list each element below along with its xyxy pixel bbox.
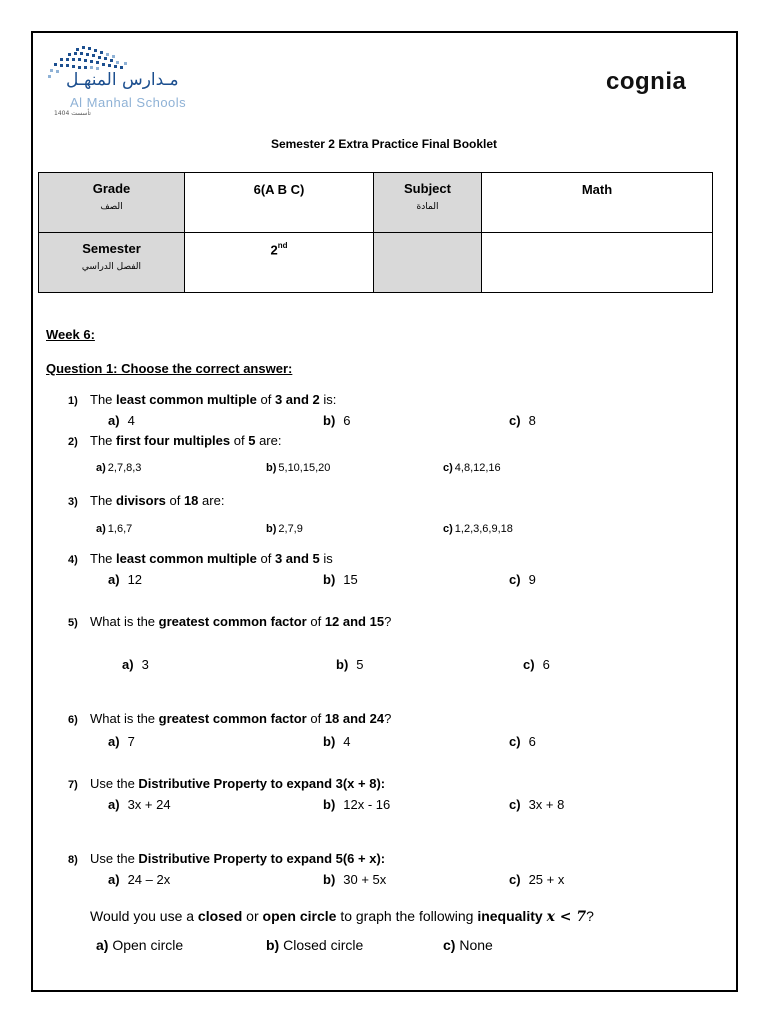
question-number: 8) bbox=[68, 854, 78, 866]
final-option-c[interactable] bbox=[443, 937, 493, 953]
question-bold-term: greatest common factor bbox=[158, 614, 307, 629]
grade-label: Grade bbox=[92, 181, 131, 196]
final-question-bold-2: open circle bbox=[262, 908, 337, 924]
question-number: 1) bbox=[68, 395, 78, 407]
option-text: 25 + x bbox=[528, 872, 565, 887]
question-6 bbox=[68, 711, 391, 726]
option-text: 5 bbox=[356, 657, 364, 672]
question-bold-value: 12 and 15 bbox=[324, 614, 385, 629]
question-text: of bbox=[256, 551, 275, 566]
option-letter: a) bbox=[108, 734, 120, 749]
grade-value: 6(A B C) bbox=[253, 182, 305, 197]
option-text: 3 bbox=[141, 657, 149, 672]
option-letter: a) bbox=[108, 572, 120, 587]
question-text: are: bbox=[198, 493, 225, 508]
option-text: 6 bbox=[343, 413, 351, 428]
question-number: 6) bbox=[68, 714, 78, 726]
question-bold-term: Distributive Property to expand 5(6 + x): bbox=[138, 851, 386, 866]
final-option-text: Open circle bbox=[112, 937, 184, 953]
question-bold-term: divisors bbox=[116, 493, 166, 508]
question-3 bbox=[68, 493, 224, 508]
option-text: 2,7,8,3 bbox=[107, 462, 142, 474]
answer-option-c[interactable] bbox=[523, 657, 550, 672]
question-text: are: bbox=[255, 433, 282, 448]
cognia-logo: cognia bbox=[606, 68, 687, 95]
final-question-post: ? bbox=[586, 908, 594, 924]
semester-value-cell bbox=[185, 233, 374, 293]
final-option-a[interactable] bbox=[96, 937, 183, 953]
question-4 bbox=[68, 551, 333, 566]
logo-established-text: تأسست 1404 bbox=[54, 110, 91, 117]
question-bold-value: 3 and 5 bbox=[274, 551, 320, 566]
subject-label-arabic: المادة bbox=[416, 202, 439, 212]
semester-value: 2 bbox=[270, 242, 278, 258]
subject-label-cell bbox=[374, 173, 482, 233]
grade-label-cell bbox=[39, 173, 185, 233]
answer-option-b[interactable] bbox=[323, 872, 386, 887]
answer-option-c[interactable] bbox=[509, 797, 564, 812]
option-letter: b) bbox=[323, 572, 336, 587]
question-8 bbox=[68, 851, 385, 866]
subject-label: Subject bbox=[404, 181, 451, 196]
question-text: is: bbox=[319, 392, 337, 407]
option-text: 6 bbox=[528, 734, 536, 749]
final-option-b[interactable] bbox=[266, 937, 363, 953]
question-bold-value: 18 and 24 bbox=[324, 711, 385, 726]
question-2 bbox=[68, 433, 281, 448]
option-letter: a) bbox=[108, 413, 120, 428]
answer-option-c[interactable] bbox=[509, 872, 564, 887]
subject-value-cell bbox=[482, 173, 713, 233]
option-text: 5,10,15,20 bbox=[278, 462, 331, 474]
option-text: 3x + 8 bbox=[528, 797, 565, 812]
option-text: 12x - 16 bbox=[343, 797, 391, 812]
option-text: 9 bbox=[528, 572, 536, 587]
grade-label-arabic: الصف bbox=[100, 202, 123, 212]
question-text: What is the bbox=[90, 711, 159, 726]
question-text: Use the bbox=[90, 851, 139, 866]
semester-label-arabic: الفصل الدراسي bbox=[81, 262, 142, 272]
question-bold-value: 5 bbox=[248, 433, 256, 448]
option-letter: a) bbox=[96, 523, 106, 535]
semester-label-cell bbox=[39, 233, 185, 293]
option-text: 1,6,7 bbox=[107, 523, 133, 535]
option-letter: c) bbox=[523, 657, 535, 672]
final-option-text: None bbox=[459, 937, 493, 953]
answer-option-b[interactable] bbox=[323, 572, 358, 587]
answer-option-c[interactable] bbox=[509, 734, 536, 749]
question-text: of bbox=[165, 493, 184, 508]
question-text: is bbox=[319, 551, 333, 566]
info-row-semester bbox=[39, 233, 713, 293]
option-letter: b) bbox=[323, 872, 336, 887]
final-option-letter: a) bbox=[96, 937, 109, 953]
question-heading: Question 1: Choose the correct answer: bbox=[46, 361, 293, 376]
question-5 bbox=[68, 614, 391, 629]
option-text: 4 bbox=[127, 413, 135, 428]
option-letter: a) bbox=[96, 462, 106, 474]
question-text: Use the bbox=[90, 776, 139, 791]
option-text: 24 – 2x bbox=[127, 872, 171, 887]
option-text: 7 bbox=[127, 734, 135, 749]
school-logo bbox=[46, 44, 206, 120]
answer-option-b[interactable] bbox=[266, 523, 303, 535]
booklet-title: Semester 2 Extra Practice Final Booklet bbox=[270, 137, 498, 151]
answer-option-b[interactable] bbox=[323, 797, 390, 812]
final-question bbox=[90, 908, 594, 925]
question-number: 3) bbox=[68, 496, 78, 508]
empty-shaded-cell bbox=[374, 233, 482, 293]
question-1 bbox=[68, 392, 336, 407]
question-7 bbox=[68, 776, 385, 791]
option-letter: c) bbox=[443, 462, 453, 474]
option-text: 2,7,9 bbox=[278, 523, 303, 535]
info-table bbox=[38, 172, 713, 293]
empty-cell bbox=[482, 233, 713, 293]
subject-value: Math bbox=[581, 182, 613, 197]
answer-option-a[interactable] bbox=[108, 413, 135, 428]
question-bold-term: least common multiple bbox=[116, 392, 257, 407]
question-text: What is the bbox=[90, 614, 159, 629]
question-text: of bbox=[230, 433, 249, 448]
option-letter: b) bbox=[266, 462, 277, 474]
answer-option-c[interactable] bbox=[443, 462, 501, 474]
option-letter: c) bbox=[509, 572, 521, 587]
answer-option-a[interactable] bbox=[108, 572, 142, 587]
final-question-bold-3: inequality bbox=[477, 908, 543, 924]
semester-ordinal: nd bbox=[277, 241, 288, 250]
answer-option-c[interactable] bbox=[443, 523, 513, 535]
final-option-letter: b) bbox=[266, 937, 280, 953]
answer-option-a[interactable] bbox=[96, 523, 132, 535]
option-letter: a) bbox=[108, 872, 120, 887]
option-letter: b) bbox=[323, 734, 336, 749]
question-bold-value: 18 bbox=[183, 493, 199, 508]
answer-option-b[interactable] bbox=[323, 734, 351, 749]
answer-option-b[interactable] bbox=[323, 413, 351, 428]
final-question-mid-1: or bbox=[242, 908, 263, 924]
grade-value-cell bbox=[185, 173, 374, 233]
option-text: 3x + 24 bbox=[127, 797, 171, 812]
question-text: of bbox=[306, 711, 325, 726]
option-text: 4,8,12,16 bbox=[454, 462, 501, 474]
option-text: 4 bbox=[343, 734, 351, 749]
logo-arabic-text: مـدارس المنهـل bbox=[66, 70, 179, 90]
question-number: 5) bbox=[68, 617, 78, 629]
option-letter: c) bbox=[509, 734, 521, 749]
final-question-bold-1: closed bbox=[197, 908, 243, 924]
option-letter: a) bbox=[108, 797, 120, 812]
final-question-pre: Would you use a bbox=[90, 908, 198, 924]
semester-label: Semester bbox=[82, 241, 141, 256]
question-number: 2) bbox=[68, 436, 78, 448]
option-text: 30 + 5x bbox=[343, 872, 387, 887]
option-text: 12 bbox=[127, 572, 143, 587]
question-text: The bbox=[90, 493, 117, 508]
logo-english-text: Al Manhal Schools bbox=[70, 95, 187, 110]
question-bold-value: 3 and 2 bbox=[274, 392, 320, 407]
final-option-text: Closed circle bbox=[283, 937, 364, 953]
option-letter: a) bbox=[122, 657, 134, 672]
question-text: The bbox=[90, 433, 117, 448]
week-heading: Week 6: bbox=[46, 327, 95, 342]
question-text: of bbox=[306, 614, 325, 629]
question-number: 7) bbox=[68, 779, 78, 791]
answer-option-c[interactable] bbox=[509, 572, 536, 587]
answer-option-b[interactable] bbox=[266, 462, 330, 474]
question-text: The bbox=[90, 551, 117, 566]
final-option-letter: c) bbox=[443, 937, 456, 953]
answer-option-a[interactable] bbox=[108, 797, 171, 812]
question-bold-term: least common multiple bbox=[116, 551, 257, 566]
answer-option-c[interactable] bbox=[509, 413, 536, 428]
answer-option-a[interactable] bbox=[108, 872, 170, 887]
option-text: 8 bbox=[528, 413, 536, 428]
info-row-grade bbox=[39, 173, 713, 233]
question-text: The bbox=[90, 392, 117, 407]
option-letter: c) bbox=[509, 797, 521, 812]
answer-option-a[interactable] bbox=[122, 657, 149, 672]
option-letter: b) bbox=[266, 523, 277, 535]
option-letter: c) bbox=[443, 523, 453, 535]
option-text: 6 bbox=[542, 657, 550, 672]
option-letter: c) bbox=[509, 872, 521, 887]
inequality-expression: x < 7 bbox=[546, 909, 587, 925]
final-question-mid-2: to graph the following bbox=[336, 908, 478, 924]
option-letter: b) bbox=[336, 657, 349, 672]
option-letter: b) bbox=[323, 413, 336, 428]
question-text: ? bbox=[384, 711, 392, 726]
option-text: 1,2,3,6,9,18 bbox=[454, 523, 513, 535]
question-bold-term: first four multiples bbox=[116, 433, 231, 448]
option-letter: c) bbox=[509, 413, 521, 428]
question-bold-term: greatest common factor bbox=[158, 711, 307, 726]
question-number: 4) bbox=[68, 554, 78, 566]
option-letter: b) bbox=[323, 797, 336, 812]
answer-option-a[interactable] bbox=[96, 462, 141, 474]
question-text: ? bbox=[384, 614, 392, 629]
question-bold-term: Distributive Property to expand 3(x + 8): bbox=[138, 776, 386, 791]
answer-option-b[interactable] bbox=[336, 657, 364, 672]
option-text: 15 bbox=[343, 572, 358, 587]
question-text: of bbox=[256, 392, 275, 407]
answer-option-a[interactable] bbox=[108, 734, 135, 749]
